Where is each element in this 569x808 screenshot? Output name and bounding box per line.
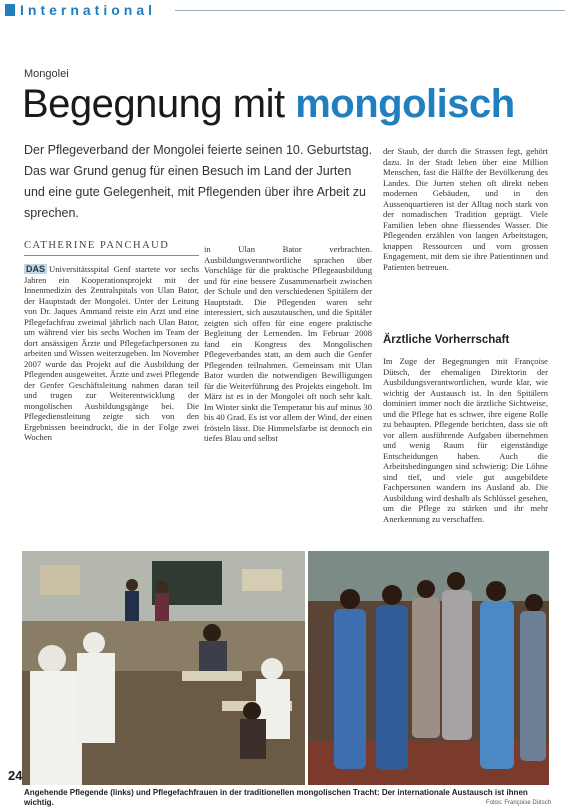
page-number: 24 (8, 768, 23, 783)
nurses-photo-illustration (308, 551, 549, 785)
body-column-3-top (383, 146, 548, 322)
body-text-3a: der Staub, der durch die Strassen fegt, gehört dazu. In der Stadt leben über eine Million Menschen, fast die Hälfte der Bevölkerung des Landes. Die Jurten stehen oft direkt neben modernen Gebäuden, und in den Aussenquartieren ist der Alltag noch stark von der nomadischen Tradition geprägt. Viele Familien leben ohne fliessendes Wasser. Die Pflegenden erzählen von langen Arbeitstagen, knappen Ressourcen und vom grossen Engagement, mit dem sie ihre Patientinnen und Patienten betreuen. (383, 146, 548, 272)
section-marker (5, 4, 15, 16)
article-kicker: Mongolei (24, 68, 69, 80)
body-text-2: in Ulan Bator verbrachten. Ausbildungsverantwortliche sprachen über Vorschläge für die praktische Pflegeausbildung und für eine bessere Zusammenarbeit zwischen der Schule und den verschiedenen Spitälern der Hauptstadt. Die Pflegenden waren sehr interessiert, sich auszutauschen, und die Spitäler zeigten sich offen für eine engere praktische Begleitung der Lernenden. Im Februar 2008 fand ein Kongress des Mongolischen Pflegeverbandes statt, an dem auch die Genfer Pflegenden teilnahmen. Gemeinsam mit Ulan Bator wurden die notwendigen Bewilligungen für die Weiterführung des Projekts eingeholt. Im März ist es in der Mongolei oft noch sehr kalt. Im Winter sinkt die Temperatur bis auf minus 30 bis 40 Grad. Es ist vor allem der Wind, der einen frösteln lässt. Die Himmelsfarbe ist dennoch ein tiefes Blau und selbst (204, 244, 372, 443)
headline-accent: mongolisch (295, 82, 515, 126)
author-byline: CATHERINE PANCHAUD (24, 240, 199, 256)
body-column-1 (24, 264, 199, 548)
section-rule (175, 10, 565, 11)
body-text-3b: Im Zuge der Begegnungen mit Françoise Dütsch, der ehemaligen Direktorin der Ausbildungsverantwortlichen, wurde klar, wie wichtig der Austausch ist. In den Spitälern dominiert immer noch die ärztliche Sichtweise, und die Pflege hat es schwer, ihre eigene Rolle zu behaupten. Pflegende berichten, dass sie oft vor allem ausführende Aufgaben übernehmen und wenig Raum für eigenständige Entscheidungen haben. Auch die Arbeitsbedingungen sind schwierig: Die Löhne sind tief, und viele gut ausgebildete Fachpersonen wandern ins Ausland ab. Die Ausbildung wird deshalb als Schlüssel gesehen, um die Pflege zu stärken und ihr mehr Anerkennung zu verschaffen. (383, 356, 548, 524)
body-text-1: Universitätsspital Genf startete vor sechs Jahren ein Kooperationsprojekt mit der Innenmedizin des Zentralspitals von Ulan Bator, der Hauptstadt der Mongolei. Unter der Leitung von Dr. Jaques Ammand reiste ein Arzt und eine Pflegefachfrau zweimal jährlich nach Ulan Bator, um während vier bis sechs Wochen im Team der dort ansässigen Ärzte und Pflegefachpersonen zu arbeiten und Wissen weiterzugeben. Im November 2007 wurde das Projekt auf die Ausbildung der Pflegenden ausgeweitet. Ärzte und zwei Pflegende der Genfer Geschäftsleitung nahmen daran teil und trugen zur Weiterentwicklung der mongolischen Ausbildungsgänge bei. Die Pflegedienstleitung zeigte sich von den Ergebnissen beeindruckt, die in der Folge zwei Wochen (24, 264, 199, 442)
headline-text: Begegnung mit (22, 82, 285, 126)
body-column-3-bottom (383, 356, 548, 548)
section-label: International (20, 2, 157, 18)
classroom-photo-illustration (22, 551, 305, 785)
article-lead: Der Pflegeverband der Mongolei feierte seinen 10. Geburtstag. Das war Grund genug für einen Besuch im Land der Jurten und eine gute Gelegenheit, mit Pflegenden über ihre Arbeit zu sprechen. (24, 143, 373, 220)
drop-word: DAS (26, 264, 46, 274)
article-subhead: Ärztliche Vorherrschaft (383, 334, 510, 346)
photo-nurses-traditional-dress (308, 551, 549, 785)
photo-caption: Angehende Pflegende (links) und Pflegefachfrauen in der traditionellen mongolischen Tracht: Der internationale Austausch ist ihnen wichtig. (24, 788, 528, 807)
photo-credit: Fotos: Françoise Dütsch (486, 800, 552, 806)
body-column-2 (204, 244, 372, 548)
photo-nursing-students (22, 551, 305, 785)
article-headline (22, 80, 569, 128)
